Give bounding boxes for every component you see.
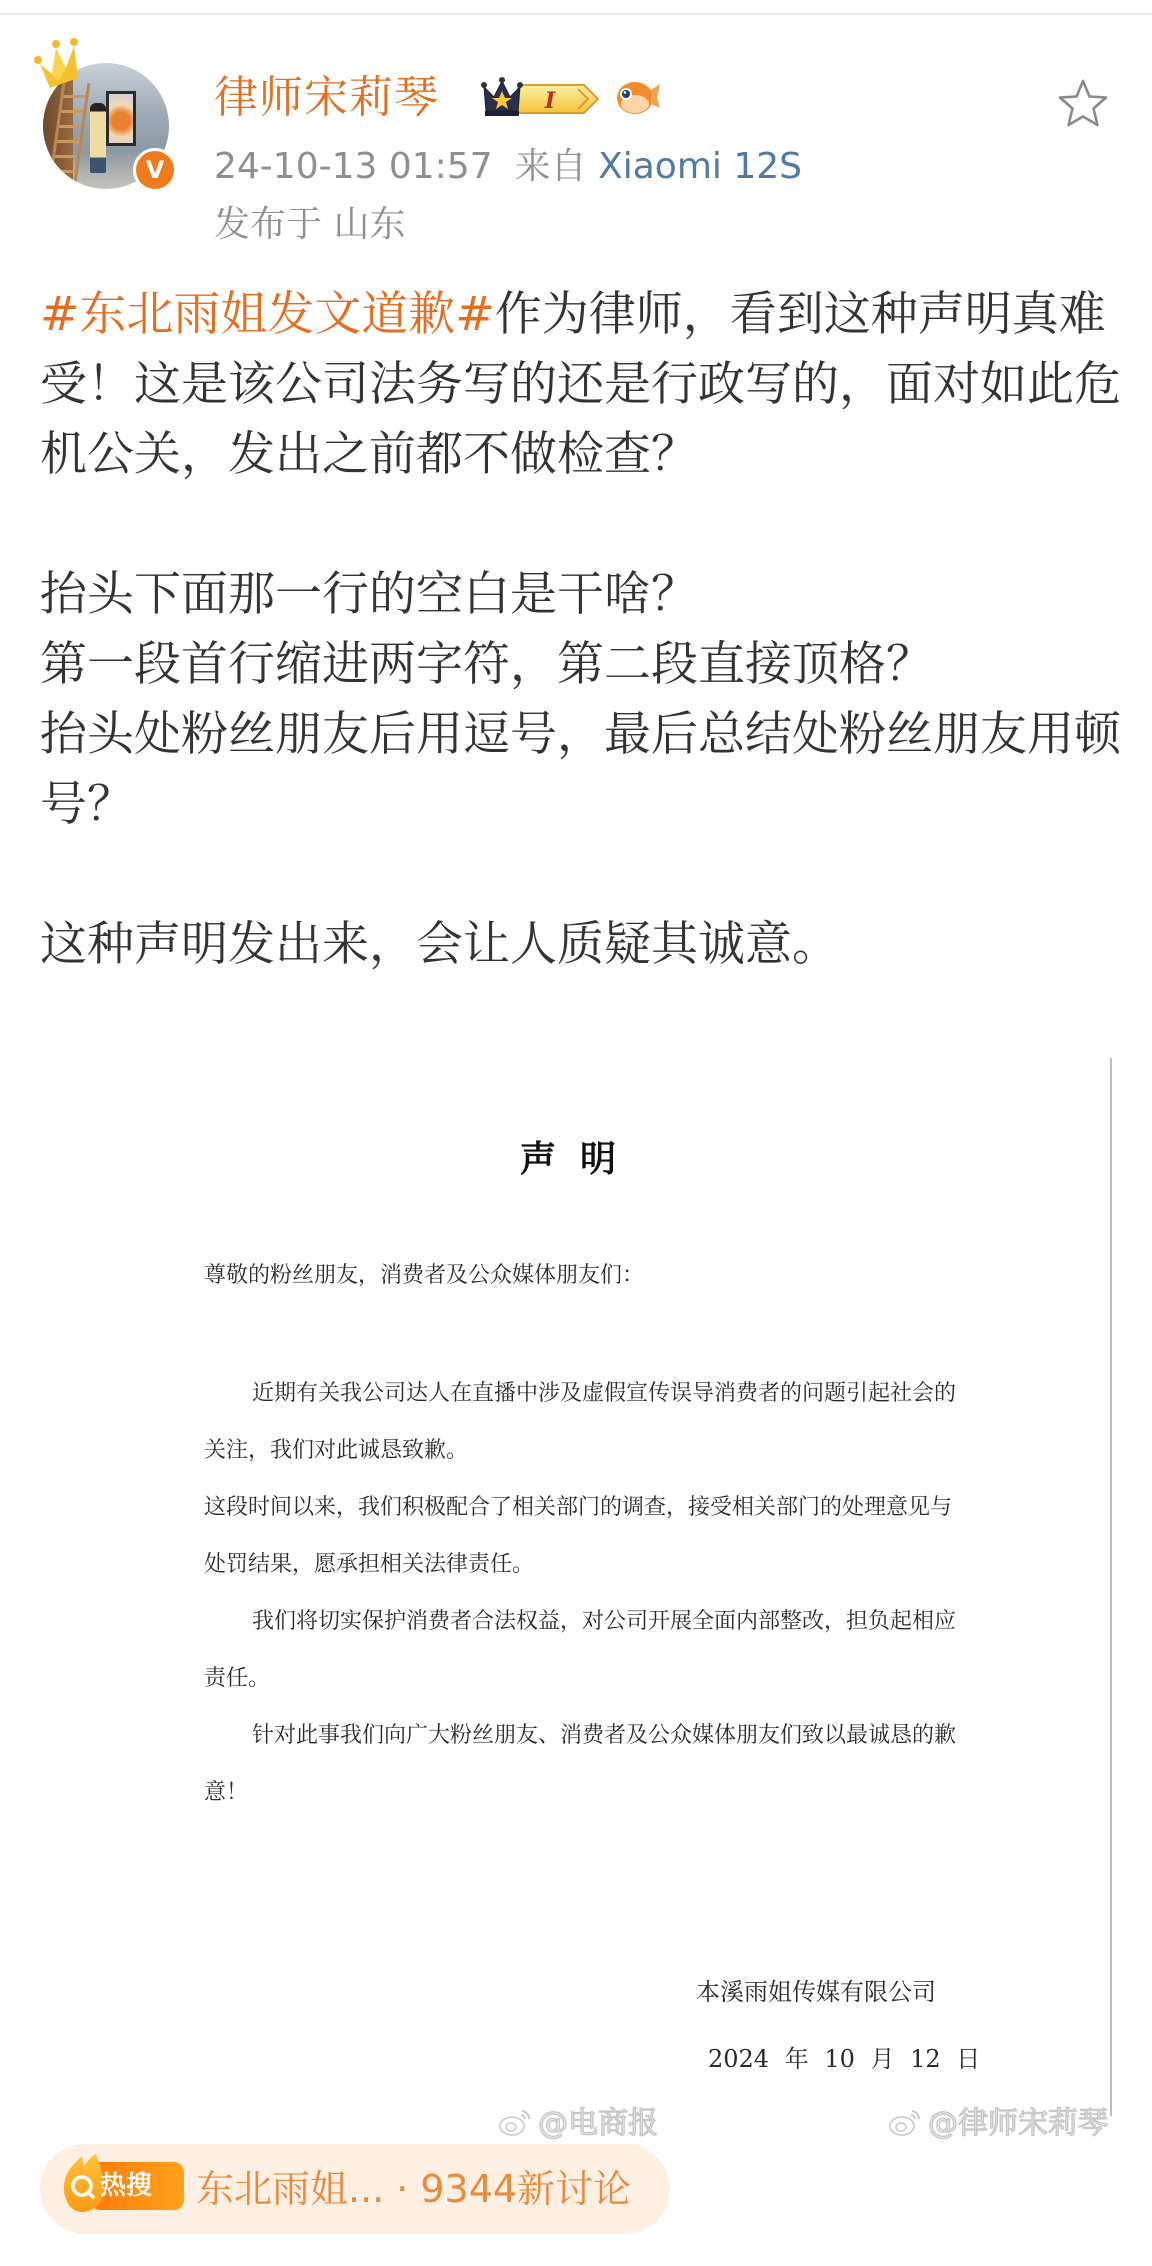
vip-level-badge[interactable]	[480, 75, 600, 119]
post-line: 第一段首行缩进两字符，第二段直接顶格？	[40, 637, 933, 692]
location-prefix: 发布于	[214, 204, 323, 245]
post-paragraph: #东北雨姐发文道歉#作为律师，看到这种声明真难受！这是该公司法务写的还是行政写的，面对如此危机公关，发出之前都不做检查？	[40, 287, 1121, 482]
source-prefix: 来自	[514, 146, 587, 187]
post-line: 这种声明发出来，会让人质疑其诚意。	[40, 917, 839, 972]
top-divider	[0, 13, 1152, 15]
post-text	[40, 280, 1130, 980]
favorite-star-icon[interactable]	[1056, 78, 1110, 130]
weibo-logo-icon	[498, 2107, 532, 2137]
post-timestamp: 24-10-13 01:57	[214, 146, 493, 187]
post-meta	[214, 142, 802, 192]
svg-text:I: I	[544, 88, 556, 114]
hot-search-discussion-count: 9344新讨论	[420, 2167, 632, 2211]
hot-search-badge-label: 热搜	[100, 2171, 153, 2201]
author-name[interactable]: 律师宋莉琴	[214, 72, 439, 123]
statement-paragraph: 我们将切实保护消费者合法权益，对公司开展全面内部整改，担负起相应责任。	[204, 1609, 957, 1691]
statement-signature-company: 本溪雨姐传媒有限公司	[696, 1978, 936, 2006]
statement-paragraph: 针对此事我们向广大粉丝朋友、消费者及公众媒体朋友们致以最诚恳的歉意！	[204, 1723, 957, 1805]
pufferfish-badge-icon[interactable]	[613, 74, 661, 118]
post-line: 抬头下面那一行的空白是干啥？	[40, 567, 698, 622]
watermark-left: @电商报	[498, 2104, 658, 2144]
post-line: 抬头处粉丝朋友后用逗号，最后总结处粉丝朋友用顿号？	[40, 707, 1121, 832]
hot-search-text	[196, 2162, 631, 2216]
separator-dot: ·	[396, 2167, 409, 2211]
statement-paragraph: 近期有关我公司达人在直播中涉及虚假宣传误导消费者的问题引起社会的关注，我们对此诚恳致歉。	[204, 1381, 957, 1463]
author-avatar[interactable]	[30, 38, 180, 198]
hot-search-link[interactable]	[40, 2144, 670, 2234]
verified-v-badge: V	[133, 148, 177, 192]
hot-search-topic: 东北雨姐...	[196, 2167, 385, 2211]
post-location	[214, 200, 405, 250]
image-border-line	[1110, 1058, 1112, 2116]
watermark-right: @律师宋莉琴	[888, 2104, 1108, 2144]
hashtag-link[interactable]: #东北雨姐发文道歉#	[40, 287, 495, 342]
statement-title: 声明	[520, 1138, 641, 1180]
statement-paragraph: 这段时间以来，我们积极配合了相关部门的调查，接受相关部门的处理意见与处罚结果，愿承担相关法律责任。	[204, 1495, 953, 1577]
statement-greeting: 尊敬的粉丝朋友，消费者及公众媒体朋友们：	[204, 1263, 645, 1288]
crown-icon	[30, 38, 86, 88]
statement-signature-date: 2024 年 10 月 12 日	[708, 2045, 981, 2073]
weibo-logo-icon	[888, 2107, 922, 2137]
device-link[interactable]: Xiaomi 12S	[598, 146, 803, 187]
location-value: 山东	[333, 204, 406, 245]
